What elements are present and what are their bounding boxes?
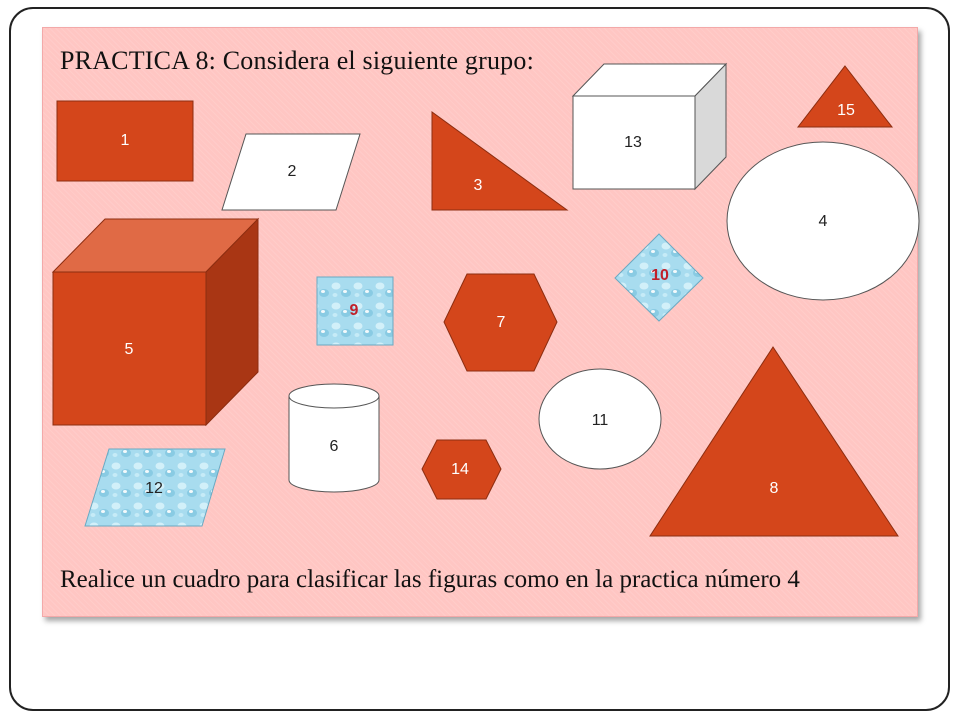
figure-9-square xyxy=(317,277,393,345)
figure-label: 5 xyxy=(124,341,134,359)
figure-label: 7 xyxy=(496,314,506,332)
figure-label: 9 xyxy=(349,302,359,320)
figure-label: 13 xyxy=(624,134,642,152)
figure-label: 11 xyxy=(591,412,609,430)
figure-label: 6 xyxy=(329,438,339,456)
figure-label: 4 xyxy=(818,213,828,231)
figure-3-right-triangle xyxy=(432,112,567,210)
figure-label: 14 xyxy=(451,461,469,479)
figure-4-ellipse xyxy=(727,142,919,300)
figure-10-rhombus xyxy=(615,234,703,321)
slide-title: PRACTICA 8: Considera el siguiente grupo: xyxy=(60,46,535,75)
figure-15-triangle xyxy=(798,66,892,127)
figure-11-ellipse xyxy=(539,369,661,469)
figure-8-triangle xyxy=(650,347,898,536)
figure-13-cube xyxy=(573,64,726,189)
figure-label: 10 xyxy=(651,267,669,285)
figure-7-hexagon xyxy=(444,274,557,371)
figure-label: 2 xyxy=(287,163,297,181)
figure-label: 8 xyxy=(769,480,779,498)
figure-14-hexagon xyxy=(422,440,501,499)
figure-label: 1 xyxy=(120,132,130,150)
figure-6-cylinder xyxy=(289,384,379,492)
figure-5-cube xyxy=(53,219,258,425)
instruction-text: Realice un cuadro para clasificar las figuras como en la practica número 4 xyxy=(60,566,800,593)
figure-1-rectangle xyxy=(57,101,193,181)
figure-label: 12 xyxy=(145,480,163,498)
figure-label: 3 xyxy=(473,177,483,195)
figure-12-parallelogram xyxy=(85,449,225,526)
figure-label: 15 xyxy=(837,102,855,120)
figure-2-parallelogram xyxy=(222,134,360,210)
